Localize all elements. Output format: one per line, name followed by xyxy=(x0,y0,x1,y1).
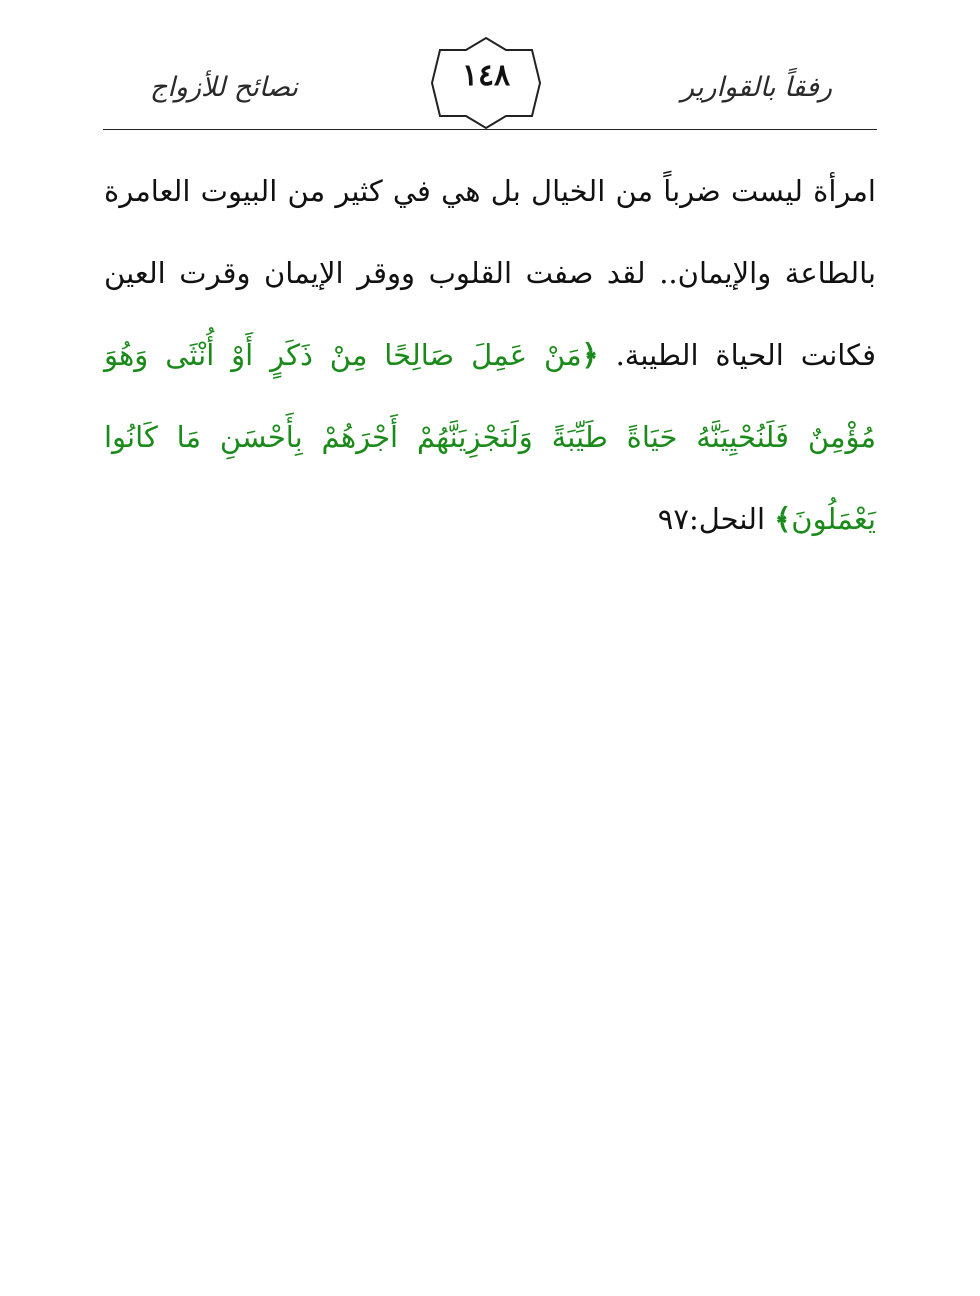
page-number: ١٤٨ xyxy=(461,58,511,93)
book-title: رفقاً بالقوارير xyxy=(681,72,832,103)
page-header xyxy=(0,0,980,140)
quran-verse: مَنْ عَمِلَ صَالِحًا مِنْ ذَكَرٍ أَوْ أُنْثَى وَهُوَ مُؤْمِنٌ فَلَنُحْيِيَنَّهُ حَيَاةً طَيِّبَةً وَلَنَجْزِيَنَّهُمْ أَجْرَهُمْ بِأَحْسَنِ مَا كَانُوا يَعْمَلُونَ xyxy=(104,338,876,536)
verse-close-bracket: ﴾ xyxy=(774,502,792,536)
body-paragraph xyxy=(104,150,876,560)
chapter-title: نصائح للأزواج xyxy=(150,72,299,103)
paragraph-text: امرأة ليست ضرباً من الخيال بل هي في كثير من البيوت العامرة بالطاعة والإيمان.. لقد صفت القلوب ووقر الإيمان وقرت العين فكانت الحياة الطيبة. xyxy=(104,174,877,372)
header-divider xyxy=(103,129,877,130)
page-number-badge xyxy=(428,36,544,130)
verse-reference: النحل:٩٧ xyxy=(657,502,766,536)
verse-open-bracket: ﴿ xyxy=(581,338,599,372)
